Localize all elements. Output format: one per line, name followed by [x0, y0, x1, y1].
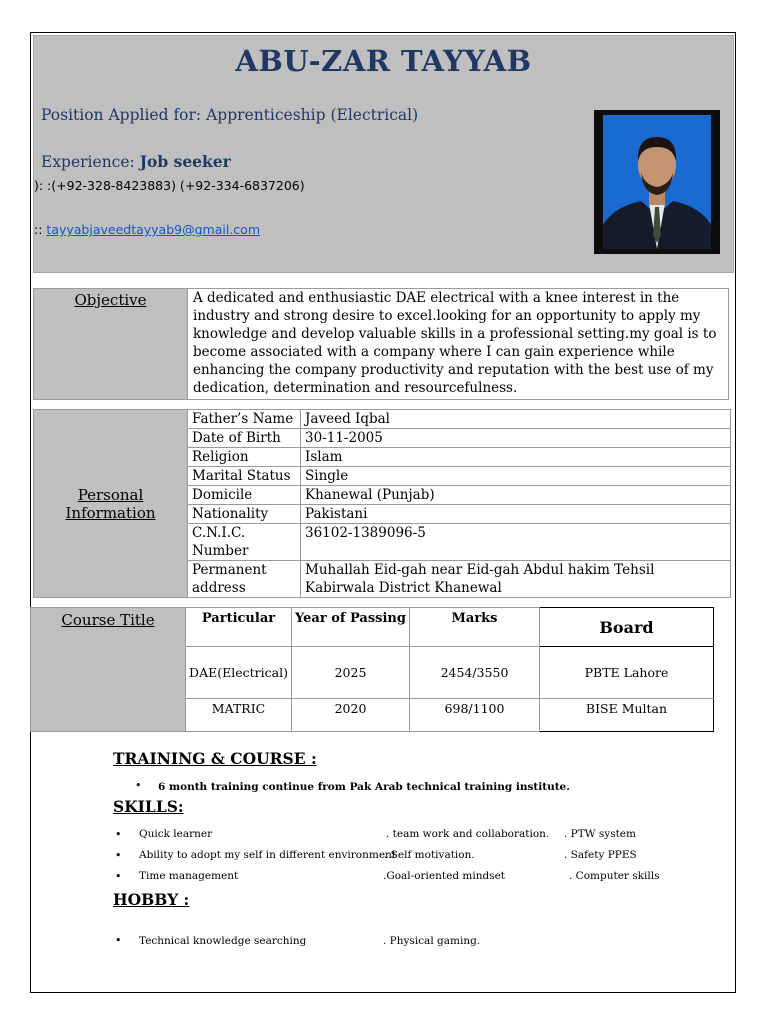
education-table [30, 607, 714, 732]
training-item: 6 month training continue from Pak Arab technical training institute. [158, 781, 570, 793]
skills-title: SKILLS: [113, 797, 184, 816]
column-header: Marks [410, 608, 540, 647]
person-silhouette-icon [603, 115, 711, 249]
field-name: Marital Status [188, 467, 301, 486]
phone-icon: ): : [34, 178, 52, 193]
skill-item: .Goal-oriented mindset [383, 870, 506, 882]
skill-item: . PTW system [564, 828, 636, 840]
hobby-item: Technical knowledge searching [139, 935, 307, 947]
table-cell: DAE(Electrical) [186, 647, 292, 699]
personal-info-section [33, 409, 731, 598]
personal-info-label [34, 410, 188, 598]
table-cell: BISE Multan [540, 698, 714, 731]
field-name: Nationality [188, 505, 301, 524]
hobby-title: HOBBY : [113, 890, 190, 909]
phone-numbers [34, 178, 305, 193]
table-cell: PBTE Lahore [540, 647, 714, 699]
field-value: Islam [301, 448, 731, 467]
table-cell: 2025 [292, 647, 410, 699]
field-value: Pakistani [301, 505, 731, 524]
objective-section [33, 288, 729, 400]
experience-label: Experience: [41, 153, 140, 171]
personal-label-line1: Personal [77, 485, 144, 504]
position-applied [41, 106, 418, 124]
skill-item: Time management [139, 870, 239, 882]
candidate-name: ABU-ZAR TAYYAB [235, 44, 532, 78]
field-name: C.N.I.C. Number [188, 524, 301, 561]
field-name: Domicile [188, 486, 301, 505]
field-value: Khanewal (Punjab) [301, 486, 731, 505]
resume-header [33, 35, 734, 273]
training-title: TRAINING & COURSE : [113, 749, 317, 768]
field-name: Date of Birth [188, 429, 301, 448]
portrait-image [603, 115, 711, 249]
email-link[interactable]: tayyabjaveedtayyab9@gmail.com [46, 222, 260, 237]
bullet-icon: • [115, 934, 122, 947]
field-value: Single [301, 467, 731, 486]
column-header: Board [540, 608, 714, 647]
hobby-item: . Physical gaming. [383, 935, 481, 947]
email-icon: :: [34, 222, 47, 237]
field-name: Religion [188, 448, 301, 467]
bullet-icon: • [115, 828, 122, 841]
experience [41, 152, 231, 171]
profile-photo [594, 110, 720, 254]
objective-text: A dedicated and enthusiastic DAE electrical with a knee interest in the industry and strong desire to excel.looking for an opportunity to apply my knowledge and develop valuable skills in a professional setting.my goal is to become associated with a company where I can gain experience while enhancing the company productivity and reputation with the best use of my dedication, determination and resourcefulness. [188, 289, 729, 400]
field-name: Permanent address [188, 561, 301, 598]
field-value: Javeed Iqbal [301, 410, 731, 429]
field-value: 30-11-2005 [301, 429, 731, 448]
table-cell: 698/1100 [410, 698, 540, 731]
table-row [34, 410, 731, 429]
table-cell: 2020 [292, 698, 410, 731]
skill-item: . Computer skills [569, 870, 660, 882]
field-value: Muhallah Eid-gah near Eid-gah Abdul hakim Tehsil Kabirwala District Khanewal [301, 561, 731, 598]
bullet-icon: • [115, 849, 122, 862]
skill-item: . team work and collaboration. [386, 828, 550, 840]
bullet-icon: • [115, 870, 122, 883]
experience-value: Job seeker [139, 152, 231, 171]
field-name: Father’s Name [188, 410, 301, 429]
bullet-icon: • [135, 779, 142, 792]
skill-item: Ability to adopt my self in different environment [139, 849, 397, 861]
phone-text: (+92-328-8423883) (+92-334-6837206) [51, 178, 305, 193]
column-header: Year of Passing [292, 608, 410, 647]
table-header-row [31, 608, 714, 647]
table-cell: 2454/3550 [410, 647, 540, 699]
field-value: 36102-1389096-5 [301, 524, 731, 561]
column-header: Particular [186, 608, 292, 647]
skill-item: . Safety PPES [564, 849, 637, 861]
personal-label-line2: Information [65, 503, 156, 522]
table-cell: MATRIC [186, 698, 292, 731]
objective-label: Objective [34, 289, 188, 400]
email-row [34, 222, 260, 237]
position-label: Position Applied for: [41, 106, 207, 124]
position-value: Apprenticeship (Electrical) [206, 106, 419, 124]
skill-item: Quick learner [139, 828, 213, 840]
skill-item: . Self motivation. [384, 849, 475, 861]
course-title-label: Course Title [31, 608, 186, 732]
